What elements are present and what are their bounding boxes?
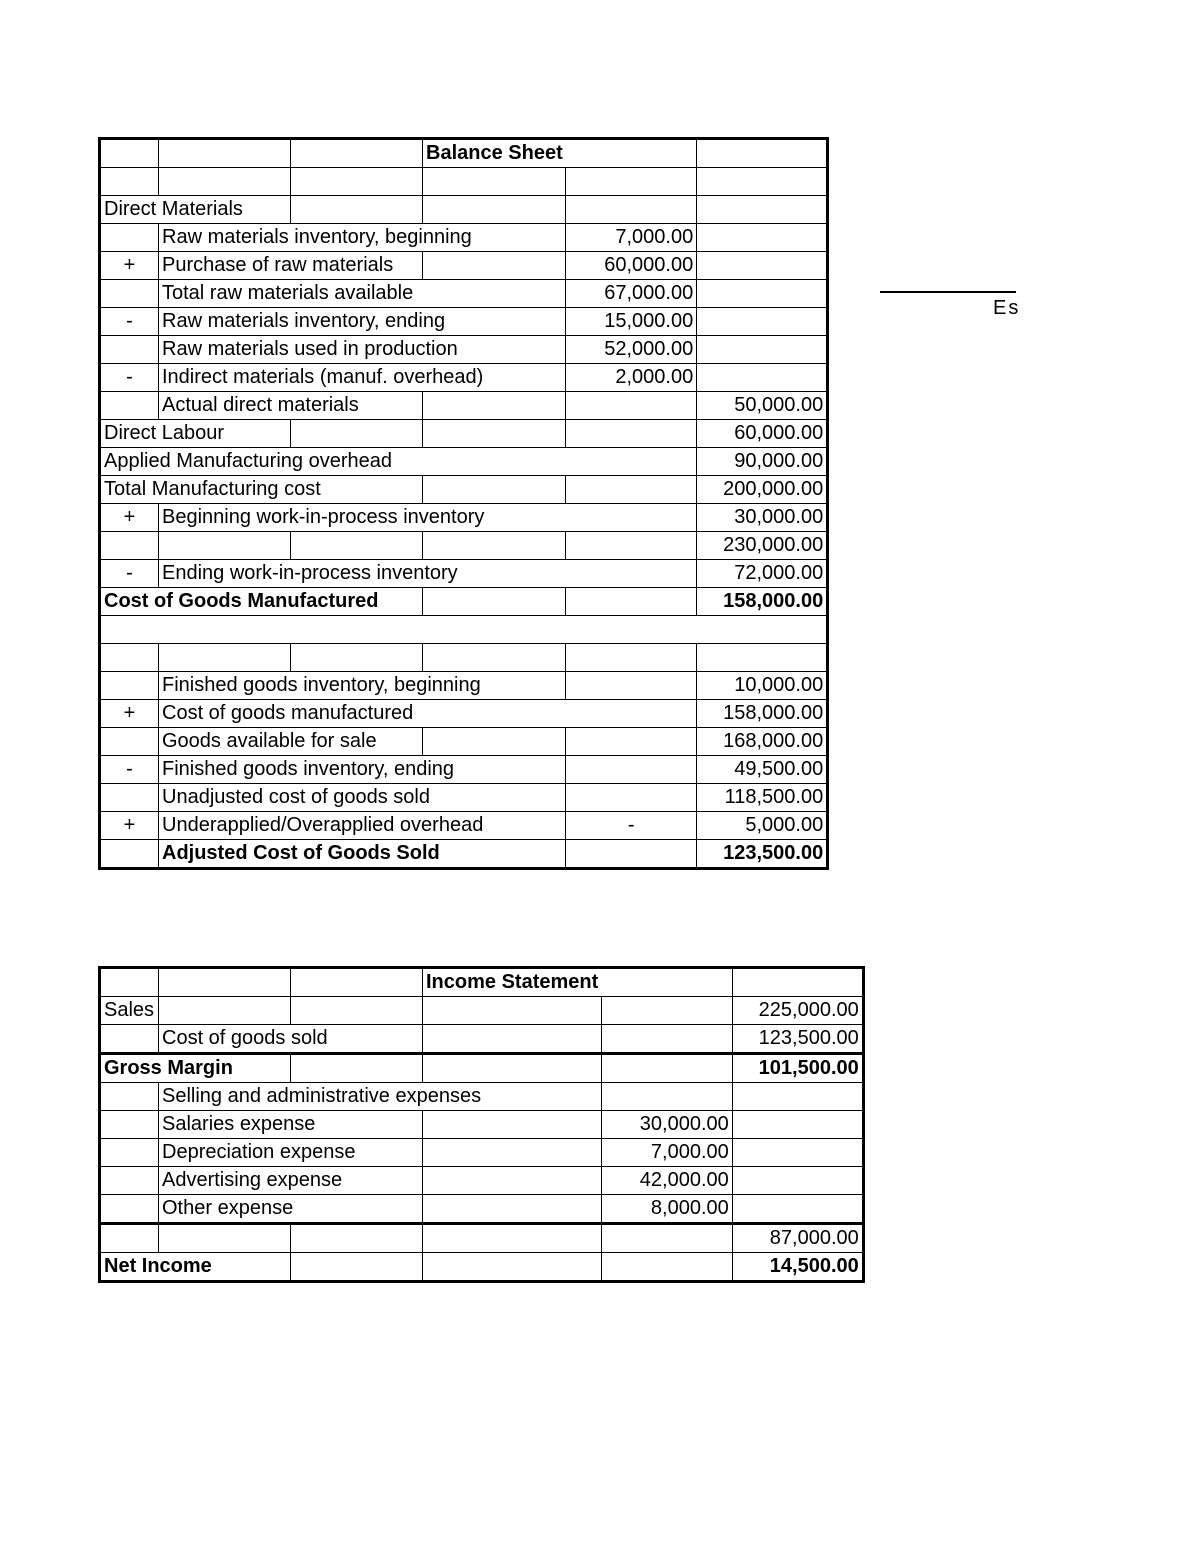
row-total[interactable]: 158,000.00 — [697, 700, 828, 728]
row-label[interactable]: Underapplied/Overapplied overhead — [159, 812, 566, 840]
direct-materials-heading[interactable]: Direct Materials — [100, 196, 291, 224]
bs-blank-row — [100, 644, 828, 672]
row-label[interactable]: Applied Manufacturing overhead — [100, 448, 697, 476]
row-total[interactable]: 90,000.00 — [697, 448, 828, 476]
bs-section-direct-materials — [100, 196, 828, 224]
table-row — [100, 700, 828, 728]
table-row — [100, 728, 828, 756]
table-row — [100, 560, 828, 588]
row-label[interactable]: Adjusted Cost of Goods Sold — [159, 840, 566, 869]
row-total[interactable]: 158,000.00 — [697, 588, 828, 616]
row-label[interactable]: Ending work-in-process inventory — [159, 560, 697, 588]
row-total[interactable]: 200,000.00 — [697, 476, 828, 504]
income-statement-title[interactable]: Income Statement — [423, 968, 602, 997]
row-label[interactable]: Depreciation expense — [159, 1139, 423, 1167]
table-row — [100, 1224, 864, 1253]
row-total[interactable]: 10,000.00 — [697, 672, 828, 700]
row-label[interactable]: Selling and administrative expenses — [159, 1083, 602, 1111]
table-row — [100, 532, 828, 560]
table-row — [100, 504, 828, 532]
row-label[interactable]: Total raw materials available — [159, 280, 566, 308]
bs-blank-row — [100, 168, 828, 196]
row-label[interactable]: Beginning work-in-process inventory — [159, 504, 697, 532]
row-total[interactable]: 30,000.00 — [697, 504, 828, 532]
row-total[interactable]: 5,000.00 — [697, 812, 828, 840]
row-sign[interactable]: - — [100, 308, 159, 336]
is-title-row — [100, 968, 864, 997]
row-sign[interactable]: + — [100, 700, 159, 728]
table-row — [100, 420, 828, 448]
table-row — [100, 588, 828, 616]
row-total[interactable]: 168,000.00 — [697, 728, 828, 756]
row-sign[interactable]: + — [100, 252, 159, 280]
table-row — [100, 364, 828, 392]
row-label[interactable]: Total Manufacturing cost — [100, 476, 423, 504]
table-row — [100, 252, 828, 280]
balance-sheet-title[interactable]: Balance Sheet — [423, 139, 566, 168]
row-label[interactable]: Sales — [100, 997, 159, 1025]
row-sign[interactable]: + — [100, 504, 159, 532]
row-total[interactable]: 225,000.00 — [732, 997, 863, 1025]
table-row — [100, 840, 828, 869]
table-row — [100, 1167, 864, 1195]
row-label[interactable]: Advertising expense — [159, 1167, 423, 1195]
row-total[interactable]: 101,500.00 — [732, 1054, 863, 1083]
row-amount[interactable]: 60,000.00 — [566, 252, 697, 280]
row-amount[interactable]: 7,000.00 — [601, 1139, 732, 1167]
row-label[interactable]: Cost of goods sold — [159, 1025, 423, 1054]
row-total[interactable]: 49,500.00 — [697, 756, 828, 784]
table-row — [100, 308, 828, 336]
table-row — [100, 224, 828, 252]
divider-line — [880, 291, 1016, 293]
row-label[interactable]: Gross Margin — [100, 1054, 291, 1083]
row-total[interactable]: 14,500.00 — [732, 1253, 863, 1282]
table-row — [100, 672, 828, 700]
table-row — [100, 1083, 864, 1111]
row-label[interactable]: Cost of goods manufactured — [159, 700, 697, 728]
row-amount[interactable]: 67,000.00 — [566, 280, 697, 308]
row-label[interactable]: Net Income — [100, 1253, 291, 1282]
stray-cell-text: Es — [993, 297, 1021, 319]
row-label[interactable]: Finished goods inventory, beginning — [159, 672, 566, 700]
income-statement-table — [98, 966, 865, 1283]
row-sign[interactable]: + — [100, 812, 159, 840]
row-amount[interactable]: 42,000.00 — [601, 1167, 732, 1195]
table-row — [100, 756, 828, 784]
row-label[interactable]: Salaries expense — [159, 1111, 423, 1139]
row-total[interactable]: 60,000.00 — [697, 420, 828, 448]
table-row — [100, 1054, 864, 1083]
table-row — [100, 476, 828, 504]
balance-sheet-table — [98, 137, 829, 870]
table-row — [100, 336, 828, 364]
row-total[interactable]: 87,000.00 — [732, 1224, 863, 1253]
bs-title-row — [100, 139, 828, 168]
row-amount[interactable]: 15,000.00 — [566, 308, 697, 336]
row-label[interactable]: Other expense — [159, 1195, 423, 1224]
row-total[interactable]: 72,000.00 — [697, 560, 828, 588]
row-label[interactable]: Direct Labour — [100, 420, 291, 448]
row-label[interactable]: Cost of Goods Manufactured — [100, 588, 423, 616]
row-total[interactable]: 50,000.00 — [697, 392, 828, 420]
row-total[interactable]: 118,500.00 — [697, 784, 828, 812]
row-amount[interactable]: 8,000.00 — [601, 1195, 732, 1224]
row-sign[interactable]: - — [100, 364, 159, 392]
row-amount[interactable]: 52,000.00 — [566, 336, 697, 364]
row-amount[interactable]: - — [566, 812, 697, 840]
row-amount[interactable]: 7,000.00 — [566, 224, 697, 252]
row-label[interactable]: Actual direct materials — [159, 392, 423, 420]
table-row — [100, 997, 864, 1025]
row-label[interactable]: Indirect materials (manuf. overhead) — [159, 364, 566, 392]
row-label[interactable]: Raw materials used in production — [159, 336, 566, 364]
table-row — [100, 1253, 864, 1282]
table-row — [100, 1139, 864, 1167]
table-row — [100, 280, 828, 308]
table-row — [100, 1195, 864, 1224]
row-label[interactable]: Raw materials inventory, ending — [159, 308, 566, 336]
table-row — [100, 1025, 864, 1054]
row-label[interactable]: Raw materials inventory, beginning — [159, 224, 566, 252]
row-label[interactable]: Goods available for sale — [159, 728, 423, 756]
table-row — [100, 1111, 864, 1139]
row-sign[interactable]: - — [100, 560, 159, 588]
table-row — [100, 784, 828, 812]
table-row — [100, 448, 828, 476]
row-sign[interactable]: - — [100, 756, 159, 784]
row-label[interactable]: Finished goods inventory, ending — [159, 756, 566, 784]
row-amount[interactable]: 2,000.00 — [566, 364, 697, 392]
row-label[interactable]: Purchase of raw materials — [159, 252, 423, 280]
bs-spacer-row — [100, 616, 828, 644]
table-row — [100, 392, 828, 420]
row-total[interactable]: 123,500.00 — [732, 1025, 863, 1054]
row-amount[interactable]: 30,000.00 — [601, 1111, 732, 1139]
table-row — [100, 812, 828, 840]
row-total[interactable]: 230,000.00 — [697, 532, 828, 560]
row-label[interactable]: Unadjusted cost of goods sold — [159, 784, 566, 812]
row-total[interactable]: 123,500.00 — [697, 840, 828, 869]
